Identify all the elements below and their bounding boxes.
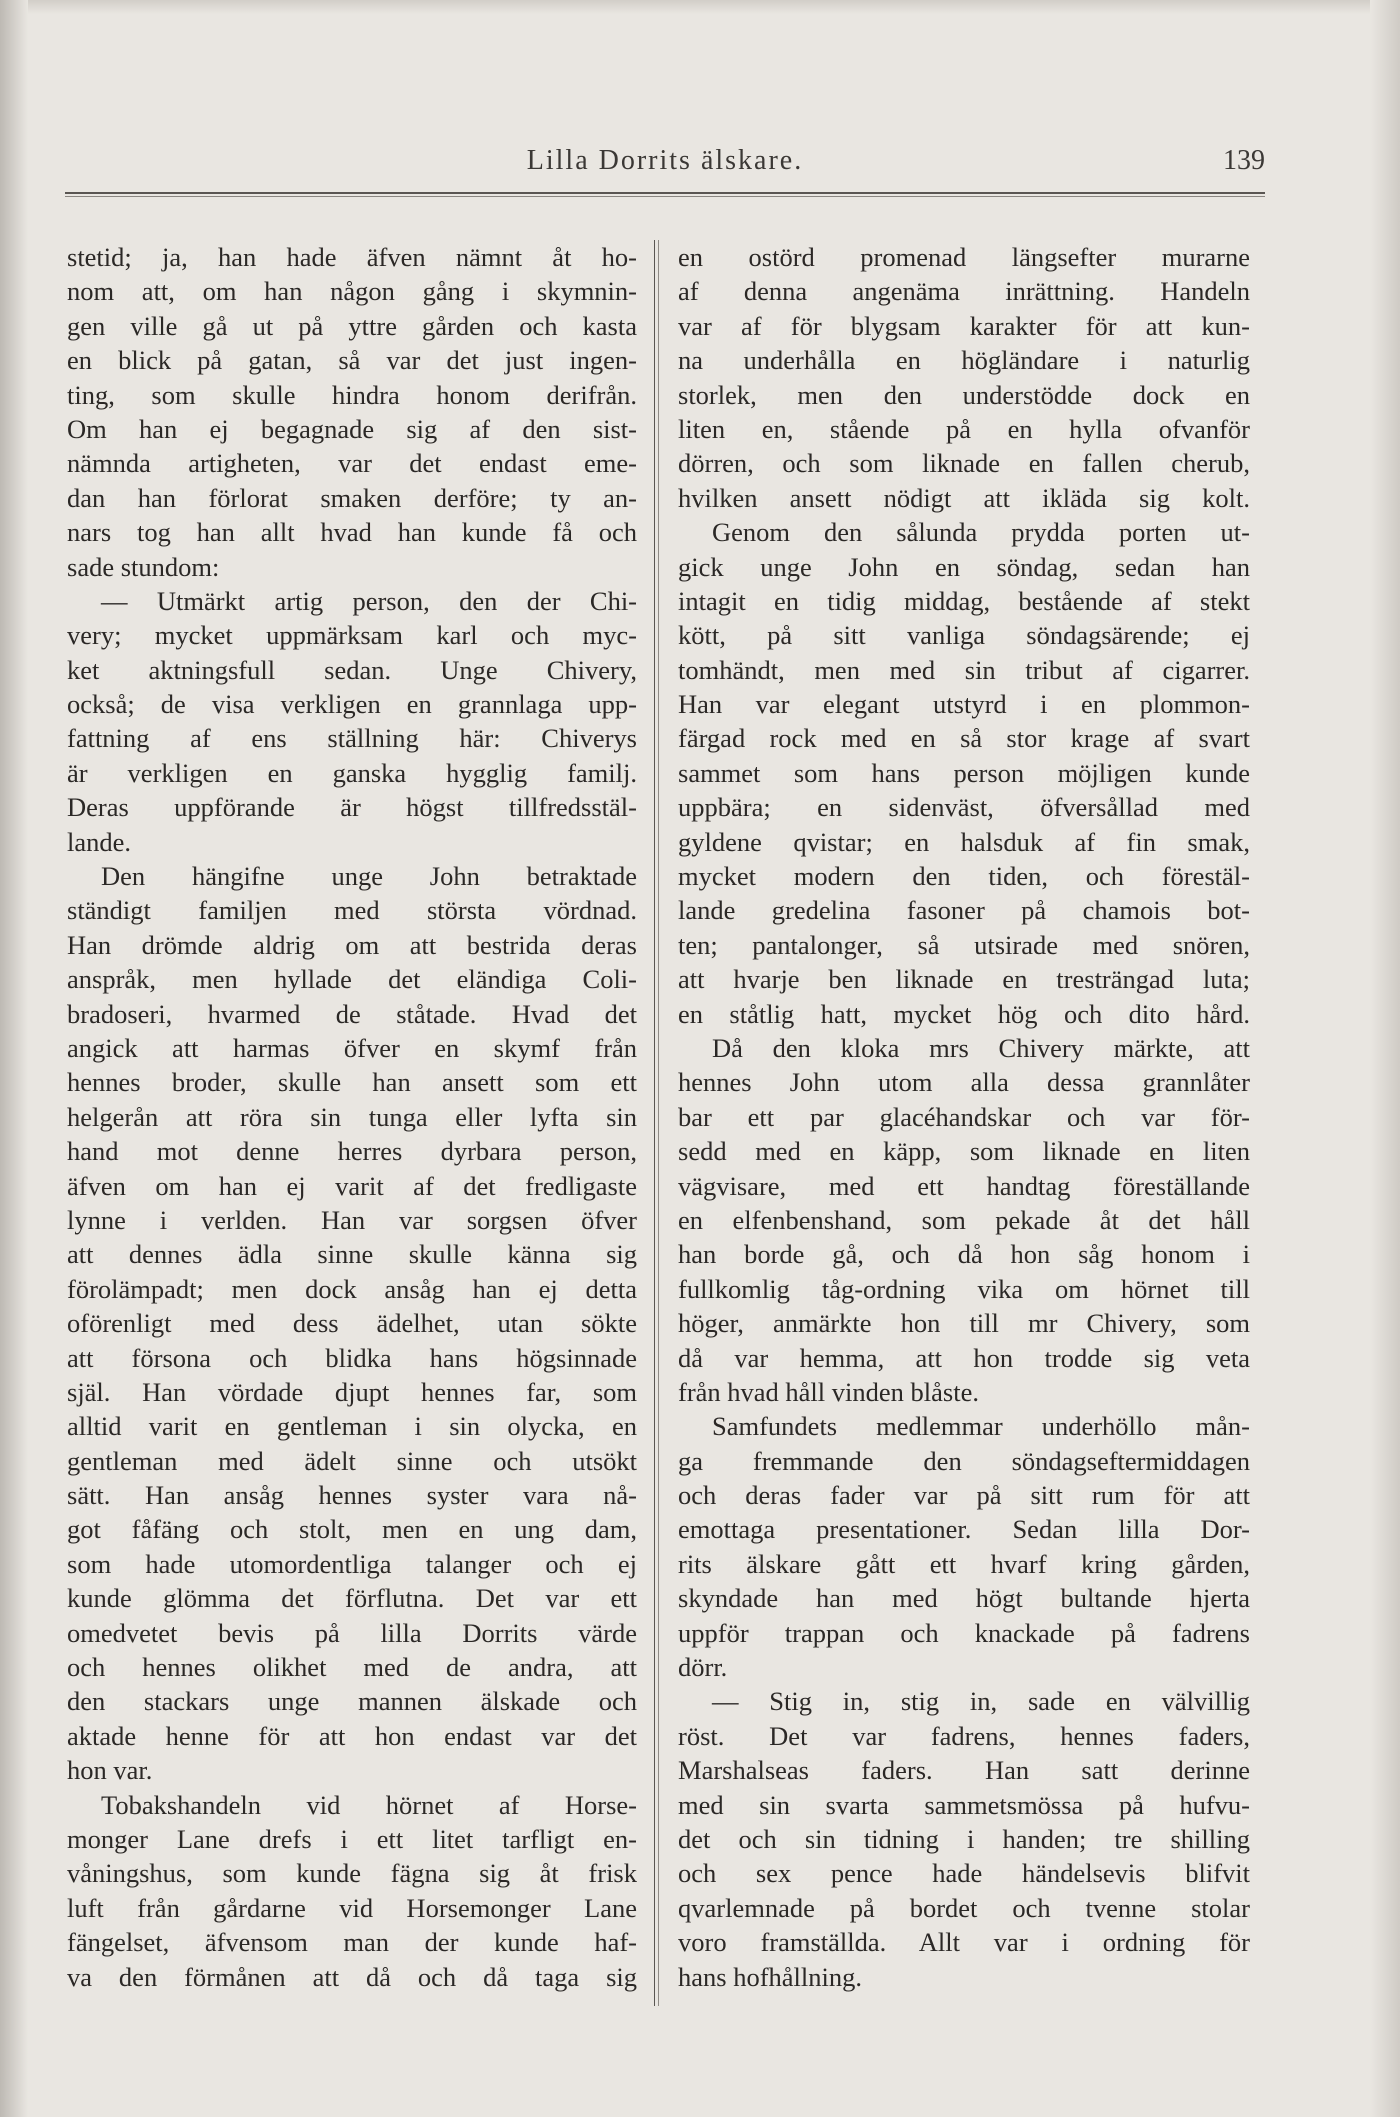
text-line: nars tog han allt hvad han kunde få och [67,517,637,548]
text-line: det och sin tidning i handen; tre shilling [678,1823,1250,1854]
text-line: ten; pantalonger, så utsirade med snören, [678,929,1250,960]
left-text-column [67,240,637,2020]
text-line: af denna angenäma inrättning. Handeln [678,276,1250,307]
text-line: själ. Han vördade djupt hennes far, som [67,1376,637,1407]
text-line: den stackars unge mannen älskade och [67,1686,637,1717]
text-line: sammet som hans person möjligen kunde [678,757,1250,788]
text-line: Den hängifne unge John betraktade [101,861,637,892]
text-line: sätt. Han ansåg hennes syster vara nå- [67,1480,637,1511]
text-line: hans hofhållning. [678,1961,862,1992]
text-line: Deras uppförande är högst tillfredsstäl- [67,792,637,823]
text-line: anspråk, men hyllade det eländiga Coli- [67,964,637,995]
text-line: hand mot denne herres dyrbara person, [67,1136,637,1167]
text-line: en elfenbenshand, som pekade åt det håll [678,1204,1250,1235]
text-line: nämnda artigheten, var det endast eme- [67,448,637,479]
text-line: lynne i verlden. Han var sorgsen öfver [67,1204,637,1235]
text-line: förolämpadt; men dock ansåg han ej detta [67,1273,637,1304]
text-line: lande. [67,826,132,857]
text-line: han borde gå, och då hon såg honom i [678,1239,1250,1270]
text-line: är verkligen en ganska hygglig familj. [67,757,637,788]
text-line: — Stig in, stig in, sade en välvillig [712,1686,1250,1717]
text-line: liten en, stående på en hylla ofvanför [678,413,1250,444]
text-line: dörren, och som liknade en fallen cherub, [678,448,1250,479]
text-line: Han var elegant utstyrd i en plommon- [678,689,1250,720]
text-line: som hade utomordentliga talanger och ej [67,1548,637,1579]
text-line: hennes John utom alla dessa grannlåter [678,1067,1250,1098]
text-line: mycket modern den tiden, och förestäl- [678,861,1250,892]
text-line: — Utmärkt artig person, den der Chi- [101,585,637,616]
text-line: uppbära; en sidenväst, öfversållad med [678,792,1250,823]
text-line: kunde glömma det förflutna. Det var ett [67,1583,637,1614]
text-line: fattning af ens ställning här: Chiverys [67,723,637,754]
page-top-edge [0,0,1400,14]
right-text-column [678,240,1250,2020]
text-line: en blick på gatan, så var det just ingen- [67,345,637,376]
text-line: intagit en tidig middag, bestående af stekt [678,585,1250,616]
text-line: Om han ej begagnade sig af den sist- [67,413,637,444]
text-line: färgad rock med en så stor krage af svart [678,723,1250,754]
text-line: voro framställda. Allt var i ordning för [678,1927,1250,1958]
page-header [65,145,1265,189]
text-line: med sin svarta sammetsmössa på hufvu- [678,1789,1250,1820]
text-line: en ståtlig hatt, mycket hög och dito hård. [678,998,1250,1029]
text-line: från hvad håll vinden blåste. [678,1376,979,1407]
text-line: lande gredelina fasoner på chamois bot- [678,895,1250,926]
text-line: emottaga presentationer. Sedan lilla Dor- [678,1514,1250,1545]
text-line: omedvetet bevis på lilla Dorrits värde [67,1617,637,1648]
header-rule [65,192,1265,197]
text-line: gen ville gå ut på yttre gården och kasta [67,310,637,341]
text-line: very; mycket uppmärksam karl och myc- [67,620,637,651]
text-line: Han drömde aldrig om att bestrida deras [67,929,637,960]
text-line: våningshus, som kunde fägna sig åt frisk [67,1858,637,1889]
text-line: sedd med en käpp, som liknade en liten [678,1136,1250,1167]
text-line: ket aktningsfull sedan. Unge Chivery, [67,654,637,685]
text-line: höger, anmärkte hon till mr Chivery, som [678,1308,1250,1339]
text-line: fullkomlig tåg-ordning vika om hörnet till [678,1273,1250,1304]
text-line: qvarlemnade på bordet och tvenne stolar [678,1892,1250,1923]
text-line: hvilken ansett nödigt att ikläda sig kolt. [678,482,1250,513]
page-left-edge [0,0,28,2117]
text-line: fängelset, äfvensom man der kunde haf- [67,1927,637,1958]
text-line: sade stundom: [67,551,220,582]
text-line: storlek, men den understödde dock en [678,379,1250,410]
page-right-edge [1370,0,1400,2117]
text-line: också; de visa verkligen en grannlaga upp- [67,689,637,720]
text-line: en ostörd promenad längsefter murarne [678,242,1250,272]
text-line: gentleman med ädelt sinne och utsökt [67,1445,637,1476]
running-title: Lilla Dorrits älskare. [526,145,804,176]
text-line: nom att, om han någon gång i skymnin- [67,276,637,307]
text-line: stetid; ja, han hade äfven nämnt åt ho- [67,242,637,272]
text-line: var af för blygsam karakter för att kun- [678,310,1250,341]
text-line: rits älskare gått ett hvarf kring gården, [678,1548,1250,1579]
text-line: aktade henne för att hon endast var det [67,1720,637,1751]
column-divider [654,240,655,2006]
text-line: va den förmånen att då och då taga sig [67,1961,637,1992]
text-line: Samfundets medlemmar underhöllo mån- [712,1411,1250,1442]
text-line: hennes broder, skulle han ansett som ett [67,1067,637,1098]
text-line: ga fremmande den söndagseftermiddagen [678,1445,1250,1476]
text-line: äfven om han ej varit af det fredligaste [67,1170,637,1201]
page-number: 139 [1223,145,1265,176]
text-line: oförenligt med dess ädelhet, utan sökte [67,1308,637,1339]
text-line: att försona och blidka hans högsinnade [67,1342,637,1373]
text-line: kött, på sitt vanliga söndagsärende; ej [678,620,1250,651]
text-line: uppför trappan och knackade på fadrens [678,1617,1250,1648]
column-divider-secondary [658,240,659,2006]
text-line: då var hemma, att hon trodde sig veta [678,1342,1250,1373]
text-line: att hvarje ben liknade en tresträngad luta; [678,964,1250,995]
text-line: skyndade han med högt bultande hjerta [678,1583,1250,1614]
text-line: och sex pence hade händelsevis blifvit [678,1858,1250,1889]
text-line: angick att harmas öfver en skymf från [67,1032,637,1063]
text-line: hon var. [67,1755,153,1786]
text-line: helgerån att röra sin tunga eller lyfta sin [67,1101,637,1132]
text-line: monger Lane drefs i ett litet tarfligt en- [67,1823,637,1854]
text-line: att dennes ädla sinne skulle känna sig [67,1239,637,1270]
text-line: Tobakshandeln vid hörnet af Horse- [101,1789,637,1820]
text-line: och hennes olikhet med de andra, att [67,1652,637,1683]
text-line: bar ett par glacéhandskar och var för- [678,1101,1250,1132]
text-line: bradoseri, hvarmed de ståtade. Hvad det [67,998,637,1029]
text-line: dan han förlorat smaken derföre; ty an- [67,482,637,513]
text-line: tomhändt, men med sin tribut af cigarrer. [678,654,1250,685]
text-line: Marshalseas faders. Han satt derinne [678,1755,1250,1786]
text-line: Då den kloka mrs Chivery märkte, att [712,1032,1250,1063]
text-line: ting, som skulle hindra honom derifrån. [67,379,637,410]
text-line: ständigt familjen med största vördnad. [67,895,637,926]
text-line: vägvisare, med ett handtag föreställande [678,1170,1250,1201]
text-line: alltid varit en gentleman i sin olycka, en [67,1411,637,1442]
text-line: gick unge John en söndag, sedan han [678,551,1250,582]
text-line: na underhålla en högländare i naturlig [678,345,1250,376]
text-line: Genom den sålunda prydda porten ut- [712,517,1250,548]
text-line: röst. Det var fadrens, hennes faders, [678,1720,1250,1751]
text-line: och deras fader var på sitt rum för att [678,1480,1250,1511]
text-line: dörr. [678,1652,728,1683]
text-line: luft från gårdarne vid Horsemonger Lane [67,1892,637,1923]
text-line: got fåfäng och stolt, men en ung dam, [67,1514,637,1545]
text-line: gyldene qvistar; en halsduk af fin smak, [678,826,1250,857]
